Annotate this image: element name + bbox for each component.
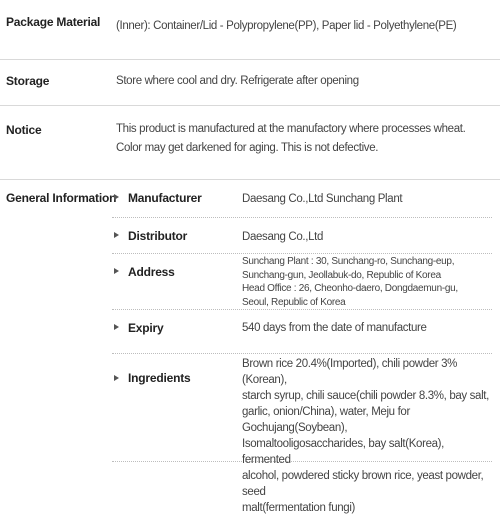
info-value-line: garlic, onion/China), water, Meju for Gochujang(Soybean), — [242, 406, 410, 434]
info-value — [242, 191, 494, 207]
info-row-expiry — [112, 310, 492, 354]
info-row-ingredients — [112, 354, 492, 514]
storage-label: Storage — [6, 74, 50, 88]
package-material-label: Package Material — [6, 15, 101, 29]
info-value-line: Seoul, Republic of Korea — [242, 296, 346, 308]
info-row-distributor — [112, 218, 492, 254]
storage-section — [0, 60, 500, 106]
info-key: Address — [128, 265, 175, 279]
general-information-section — [0, 180, 500, 514]
info-value — [242, 229, 494, 245]
info-value-line: Brown rice 20.4%(Imported), chili powder 3%(Korean), — [242, 358, 458, 386]
info-value-line: 540 days from the date of manufacture — [242, 322, 427, 334]
info-value-line: Isomaltooligosaccharides, bay salt(Korea), fermented — [242, 438, 444, 466]
info-value — [242, 356, 494, 516]
info-value-line: Head Office : 26, Cheonho-daero, Dongdaemun-gu, — [242, 283, 458, 295]
info-value-line: Sunchang Plant : 30, Sunchang-ro, Sunchang-eup, — [242, 256, 455, 267]
info-value-line: alcohol, powdered sticky brown rice, yeast powder, seed — [242, 470, 484, 498]
notice-line: Color may get darkened for aging. This is not defective. — [116, 142, 379, 154]
storage-value: Store where cool and dry. Refrigerate after opening — [116, 75, 359, 87]
info-key: Expiry — [128, 321, 164, 335]
info-key: Ingredients — [128, 371, 191, 385]
notice-section — [0, 106, 500, 180]
package-material-value: (Inner): Container/Lid - Polypropylene(PP), Paper lid - Polyethylene(PE) — [116, 20, 457, 32]
package-material-section — [0, 0, 500, 60]
info-value — [242, 320, 494, 336]
info-value-line: malt(fermentation fungi) — [242, 502, 356, 514]
info-row-address — [112, 254, 492, 310]
notice-line: This product is manufactured at the manufactory where processes wheat. — [116, 123, 466, 135]
info-row-manufacturer — [112, 180, 492, 218]
notice-text — [116, 120, 494, 158]
info-value — [242, 255, 494, 309]
info-value-line: Daesang Co.,Ltd — [242, 231, 324, 243]
triangle-right-icon — [114, 324, 119, 330]
triangle-right-icon — [114, 375, 119, 381]
info-value-line: Daesang Co.,Ltd Sunchang Plant — [242, 193, 403, 205]
info-value-line: Sunchang-gun, Jeollabuk-do, Republic of Korea — [242, 269, 441, 281]
triangle-right-icon — [114, 194, 119, 200]
info-key: Distributor — [128, 229, 188, 243]
info-key: Manufacturer — [128, 191, 202, 205]
info-value-line: starch syrup, chili sauce(chili powder 8.3%, bay salt, — [242, 390, 489, 402]
notice-label: Notice — [6, 123, 42, 137]
general-information-label: General Information — [6, 191, 117, 205]
triangle-right-icon — [114, 232, 119, 238]
triangle-right-icon — [114, 268, 119, 274]
